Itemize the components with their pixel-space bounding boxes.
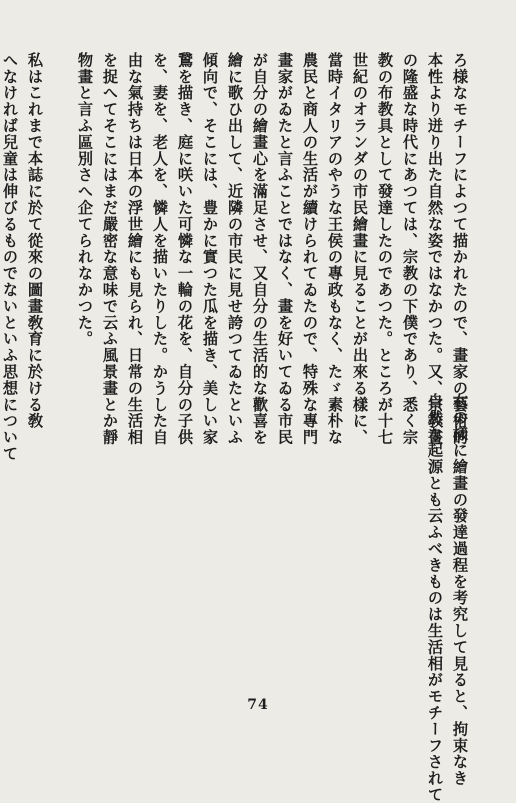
text-column: を捉へてそこにはまだ嚴密な意味で云ふ風景畫とか靜 bbox=[101, 52, 119, 446]
text-column: 當時イタリアのやうな王侯の專政もなく、たゞ素朴な bbox=[326, 52, 344, 446]
text-column: 由な氣持ちは日本の浮世繪にも見られ、日常の生活相 bbox=[126, 52, 144, 446]
text-block-bottom bbox=[422, 393, 472, 803]
page-number: 74 bbox=[247, 697, 269, 713]
text-column: を、妻を、老人を、憐人を描いたりした。かうした自 bbox=[151, 52, 169, 446]
text-column: 本性より迸り出た自然な姿ではなかつた。又、宗教畫 bbox=[426, 52, 444, 446]
text-column: 繪に歌ひ出して、近隣の市民に見せ誇つてゐたといふ bbox=[226, 52, 244, 446]
text-column: ろ様なモチーフによつて描かれたので、畫家の藝術的 bbox=[451, 52, 469, 446]
text-column: 右の樣に繪畫の發達過程を考究して見ると、拘束なき bbox=[451, 393, 469, 787]
text-column bbox=[47, 52, 72, 382]
text-column: 自然な起源とも云ふべきものは生活相がモチーフされて bbox=[426, 393, 444, 803]
text-column: 世紀のオランダの市民繪畫に見ることが出來る樣に、 bbox=[351, 52, 369, 446]
text-column: の隆盛な時代にあつては、宗教の下僕であり、悉く宗 bbox=[401, 52, 419, 446]
text-column: 傾向で、そこには、豊かに實つた瓜を描き、美しい家 bbox=[201, 52, 219, 446]
text-block-top bbox=[0, 52, 472, 462]
text-column: 教の布教具として發達したのであつた。ところが十七 bbox=[376, 52, 394, 446]
text-column: 鵞を描き、庭に咲いた可憐な一輪の花を、自分の子供 bbox=[176, 52, 194, 446]
text-column: へなければ兒童は伸びるものでないといふ思想について bbox=[1, 52, 19, 462]
text-column: が自分の繪畫心を滿足させ、又自分の生活的な歡喜を bbox=[251, 52, 269, 446]
text-column: 畫家がゐたと言ふことではなく、畫を好いてゐる市民 bbox=[276, 52, 294, 446]
text-column: 私はこれまで本誌に於て從來の圖畫敎育に於ける敎 bbox=[26, 52, 44, 430]
text-column: 農民と商人の生活が續けられてゐたので、特殊な專門 bbox=[301, 52, 319, 446]
text-column: 物畫と言ふ區別さへ企てられなかつた。 bbox=[76, 52, 94, 348]
